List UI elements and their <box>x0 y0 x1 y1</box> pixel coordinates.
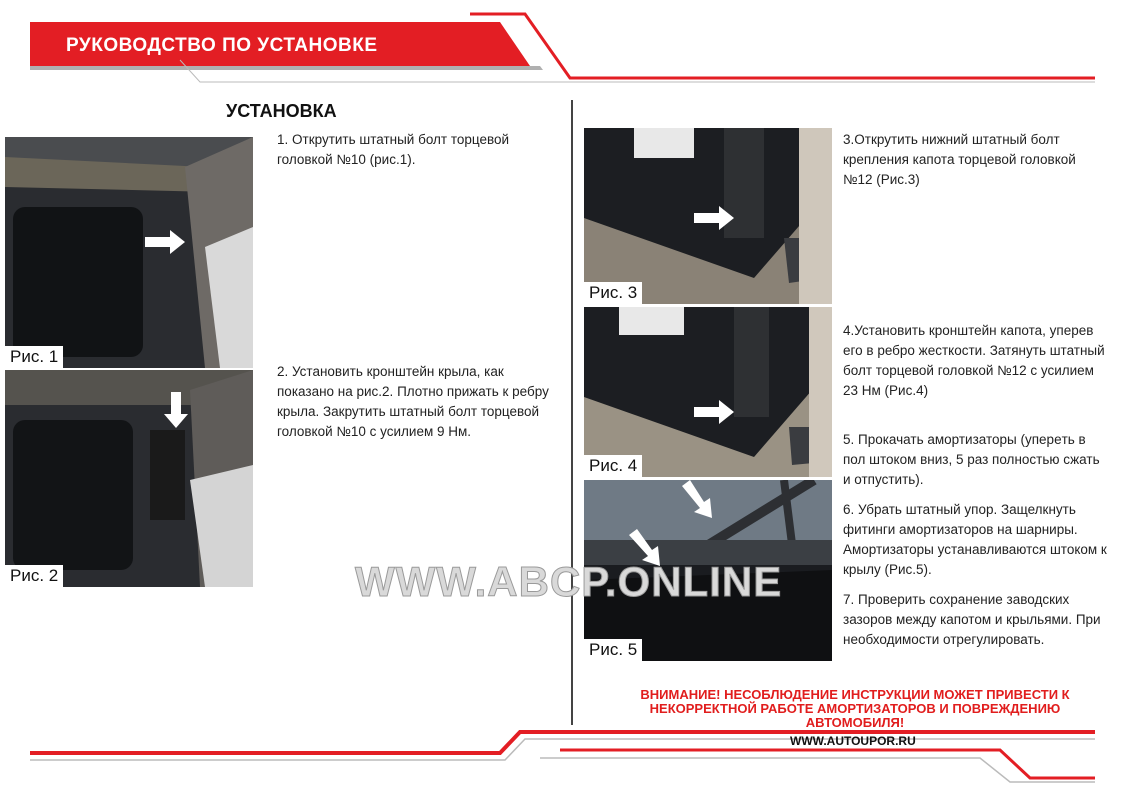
photo-fig-1-image <box>5 137 253 368</box>
photo-fig-3 <box>584 128 832 304</box>
step-5-text: 5. Прокачать амортизаторы (уперeть в пол штоком вниз, 5 раз полностью сжать и отпустить). <box>843 432 1100 487</box>
fig-4-label: Рис. 4 <box>584 455 642 477</box>
photo-fig-3-image <box>584 128 832 304</box>
watermark: WWW.ABCP.ONLINE <box>355 558 783 605</box>
footer-lines <box>0 720 1132 800</box>
fig-5-label: Рис. 5 <box>584 639 642 661</box>
step-3-text: 3.Открутить нижний штатный болт крепления капота торцевой головкой №12 (Рис.3) <box>843 132 1076 187</box>
section-title: УСТАНОВКА <box>226 101 337 121</box>
step-6-text: 6. Убрать штатный упор. Защелкнуть фитинги амортизаторов на шарниры. Амортизаторы устанавливаются штоком к крылу (Рис.5). <box>843 502 1107 577</box>
photo-fig-4-image <box>584 307 832 477</box>
column-divider <box>571 100 573 725</box>
footer-url[interactable]: WWW.AUTOUPOR.RU <box>790 734 916 748</box>
fig-1-label: Рис. 1 <box>5 346 63 368</box>
photo-fig-4 <box>584 307 832 477</box>
warning-text: ВНИМАНИЕ! НЕСОБЛЮДЕНИЕ ИНСТРУКЦИИ МОЖЕТ ПРИВЕСТИ К НЕКОРРЕКТНОЙ РАБОТЕ АМОРТИЗАТОРОВ И ПОВРЕЖДЕНИЮ АВТОМОБИЛЯ! <box>640 687 1070 730</box>
photo-fig-1 <box>5 137 253 368</box>
step-7-text: 7. Проверить сохранение заводских зазоров между капотом и крыльями. При необходимости отрегулировать. <box>843 592 1101 647</box>
page-header-title: РУКОВОДСТВО ПО УСТАНОВКЕ <box>66 35 378 56</box>
step-2-text: 2. Установить кронштейн крыла, как показано на рис.2. Плотно прижать к ребру крыла. Закрутить штатный болт торцевой головкой №10 с усилием 9 Нм. <box>277 364 549 439</box>
fig-2-label: Рис. 2 <box>5 565 63 587</box>
fig-3-label: Рис. 3 <box>584 282 642 304</box>
photo-fig-2-image <box>5 370 253 587</box>
step-1-text: 1. Открутить штатный болт торцевой головкой №10 (рис.1). <box>277 132 510 167</box>
step-4-text: 4.Установить кронштейн капота, уперев его в ребро жесткости. Затянуть штатный болт торцевой головкой №12 с усилием 23 Нм (Рис.4) <box>843 323 1105 398</box>
photo-fig-2 <box>5 370 253 587</box>
